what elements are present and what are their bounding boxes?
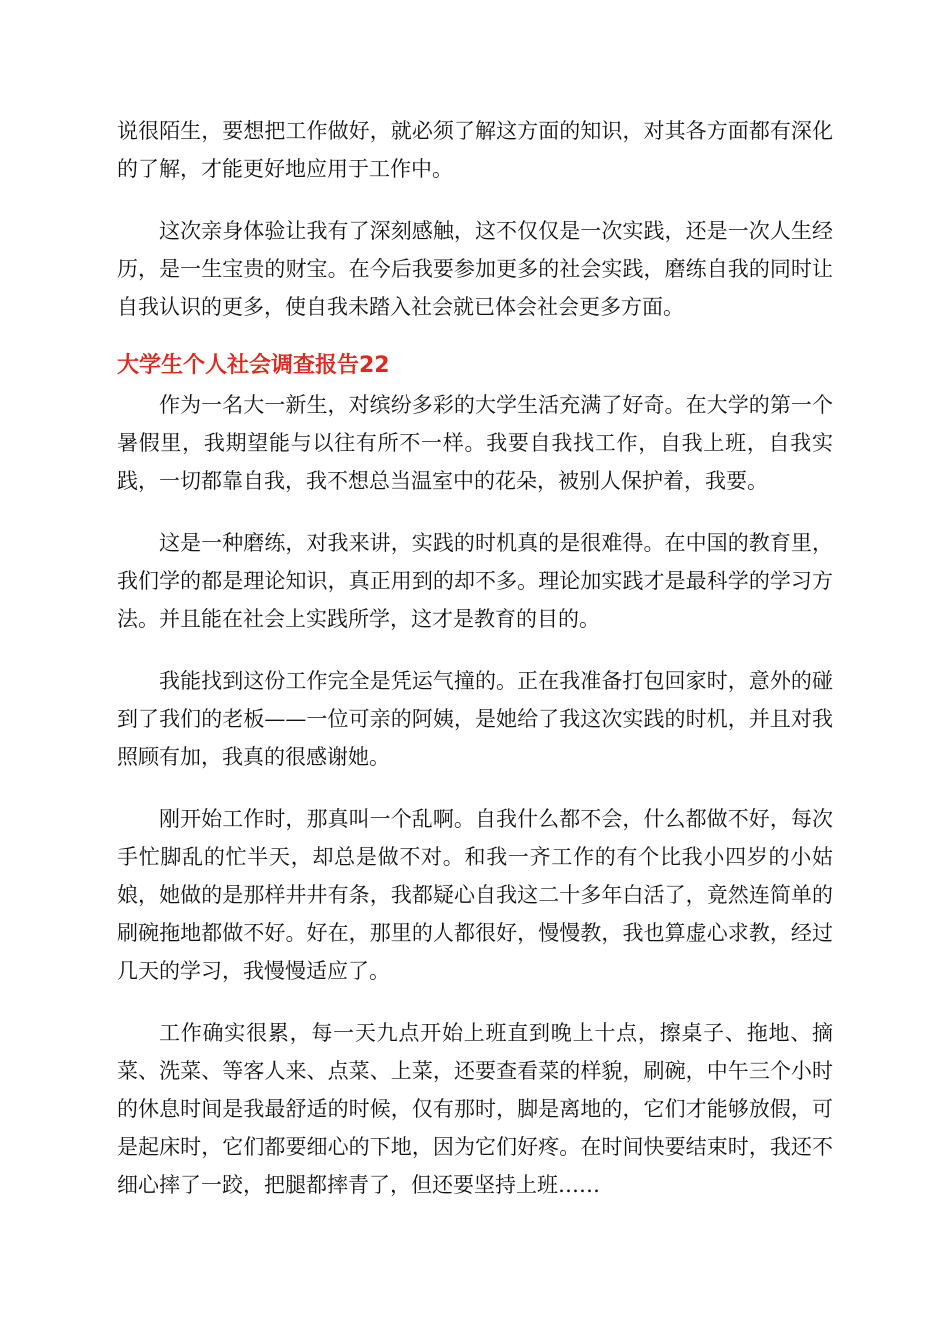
paragraph: 作为一名大一新生，对缤纷多彩的大学生活充满了好奇。在大学的第一个暑假里，我期望能与以往有所不一样。我要自我找工作，自我上班，自我实践，一切都靠自我，我不想总当温室中的花朵，被别人保护着，我要。 <box>117 393 833 493</box>
section-heading: 大学生个人社会调查报告22 <box>117 353 390 378</box>
paragraph: 我能找到这份工作完全是凭运气撞的。正在我准备打包回家时，意外的碰到了我们的老板——一位可亲的阿姨，是她给了我这次实践的时机，并且对我照顾有加，我真的很感谢她。 <box>117 669 833 769</box>
paragraph: 工作确实很累，每一天九点开始上班直到晚上十点，擦桌子、拖地、摘菜、洗菜、等客人来、点菜、上菜，还要查看菜的样貌，刷碗，中午三个小时的休息时间是我最舒适的时候，仅有那时，脚是离地的，它们才能够放假，可是起床时，它们都要细心的下地，因为它们好疼。在时间快要结束时，我还不细心摔了一跤，把腿都摔青了，但还要坚持上班…… <box>117 1021 833 1197</box>
paragraph: 这是一种磨练，对我来讲，实践的时机真的是很难得。在中国的教育里，我们学的都是理论知识，真正用到的却不多。理论加实践才是最科学的学习方法。并且能在社会上实践所学，这才是教育的目的。 <box>117 531 833 631</box>
document-body <box>117 112 833 1228</box>
paragraph: 这次亲身体验让我有了深刻感触，这不仅仅是一次实践，还是一次人生经历，是一生宝贵的财宝。在今后我要参加更多的社会实践，磨练自我的同时让自我认识的更多，使自我未踏入社会就已体会社会更多方面。 <box>117 219 833 319</box>
paragraph: 刚开始工作时，那真叫一个乱啊。自我什么都不会，什么都做不好，每次手忙脚乱的忙半天，却总是做不对。和我一齐工作的有个比我小四岁的小姑娘，她做的是那样井井有条，我都疑心自我这二十多年白活了，竟然连简单的刷碗拖地都做不好。好在，那里的人都很好，慢慢教，我也算虚心求教，经过几天的学习，我慢慢适应了。 <box>117 807 833 983</box>
paragraph-continuation: 说很陌生，要想把工作做好，就必须了解这方面的知识，对其各方面都有深化的了解，才能更好地应用于工作中。 <box>117 119 833 181</box>
